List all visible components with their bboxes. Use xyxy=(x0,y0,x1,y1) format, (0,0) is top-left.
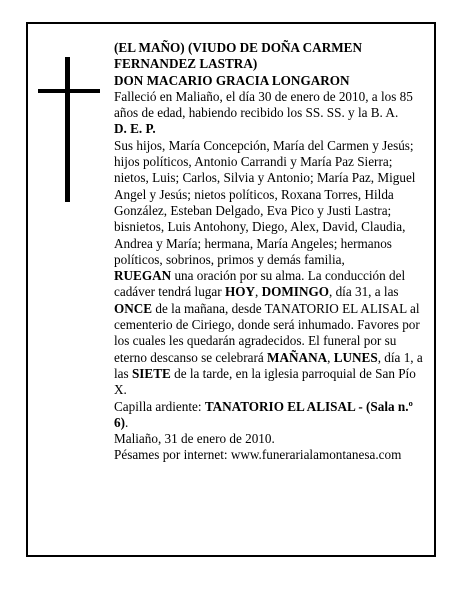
funeral-comma-1: , xyxy=(254,284,262,300)
siete-word: SIETE xyxy=(131,365,171,381)
death-announcement: Falleció en Maliaño, el día 30 de enero de 2010, a los 85 años de edad, habiendo recibido los SS. SS. y la B. A. xyxy=(114,88,413,121)
chapel-label: Capilla ardiente: xyxy=(114,398,205,414)
funeral-text-1: una oración por su alma. La conducción del cadáver tendrá lugar xyxy=(114,268,406,300)
chapel-place: TANATORIO EL ALISAL - (Sala n.º 6) xyxy=(114,398,413,430)
funeral-comma-2: , xyxy=(327,349,334,365)
funeral-text-4: , día 1, a las xyxy=(114,349,423,381)
nickname-widower-line: (EL MAÑO) (VIUDO DE DOÑA CARMEN FERNANDEZ LASTRA) xyxy=(114,40,362,72)
chapel-line xyxy=(114,399,426,432)
lunes-word: LUNES xyxy=(333,349,378,365)
rip-line: D. E. P. xyxy=(114,121,156,137)
cross-icon xyxy=(65,57,70,202)
domingo-word: DOMINGO xyxy=(261,284,329,300)
obituary-text xyxy=(114,40,426,464)
once-word: ONCE xyxy=(114,300,153,316)
funeral-text-5: de la tarde, en la iglesia parroquial de San Pío X. xyxy=(114,365,416,398)
ruegan-word: RUEGAN xyxy=(114,268,172,284)
family-list: Sus hijos, María Concepción, María del Carmen y Jesús; hijos políticos, Antonio Carrandi y María Paz Sierra; nietos, Luis; Carlos, Silvia y Antonio; María Paz, Miguel Angel y Jesús; nietos políticos, Roxana Torres, Hilda González, Esteban Delgado, Eva Pico y Justi Lastra; bisnietos, Luis Antohony, Diego, Alex, David, Claudia, Andrea y María; hermana, María Angeles; hermanos políticos, sobrinos, primos y demás familia, xyxy=(114,137,416,267)
hoy-word: HOY xyxy=(224,284,255,300)
funeral-arrangements xyxy=(114,268,426,398)
obituary-notice xyxy=(26,22,436,557)
chapel-end: . xyxy=(125,414,129,430)
dateline: Maliaño, 31 de enero de 2010. xyxy=(114,431,275,447)
cross-icon-bar xyxy=(38,89,100,93)
funeral-text-3: de la mañana, desde TANATORIO EL ALISAL al cementerio de Ciriego, donde será inhumado. Favores por los cuales les quedarán agradecidos. El funeral por su eterno descanso se celebrará xyxy=(114,300,420,365)
manana-word: MAÑANA xyxy=(267,349,328,365)
funeral-text-2: , día 31, a las xyxy=(328,284,399,300)
deceased-name: DON MACARIO GRACIA LONGARON xyxy=(114,72,350,88)
condolences-line: Pésames por internet: www.funerarialamontanesa.com xyxy=(114,447,402,463)
